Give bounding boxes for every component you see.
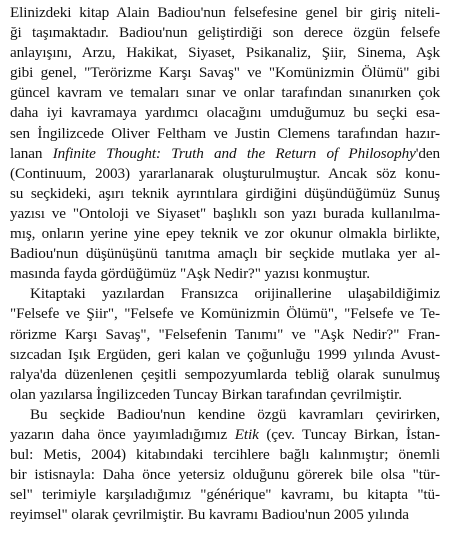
text-segment: (çev. Tuncay Birkan, İstan- xyxy=(258,425,440,443)
text-line xyxy=(10,124,440,144)
body-text xyxy=(10,3,440,525)
text-segment: 'den xyxy=(415,144,440,162)
text-segment: olan yazılarsa İngilizceden Tuncay Birkan tarafından çevrilmiştir. xyxy=(10,385,402,403)
text-line xyxy=(10,325,440,345)
text-segment: lanan xyxy=(10,144,53,162)
text-segment: Badiou'nun düşünüşünü tanıtma amaçlı bir seçkide mutlaka yer al- xyxy=(10,245,440,263)
text-line xyxy=(10,365,440,385)
text-line xyxy=(10,43,440,63)
text-segment: yazarın daha önce yayımladığımız xyxy=(10,425,235,443)
text-segment: daha iyi kavramaya yardımcı olacağını umduğumuz bu seçki esa- xyxy=(10,104,440,122)
text-line xyxy=(10,83,440,103)
text-line xyxy=(10,264,440,284)
text-segment: Kitaptaki yazılardan Fransızca orijinallerine ulaşabildiğimiz xyxy=(30,285,440,303)
text-segment: "Felsefe ve Şiir", "Felsefe ve Komünizmin Ölümü", "Felsefe ve Te- xyxy=(10,305,440,323)
text-line xyxy=(10,465,440,485)
text-line xyxy=(10,505,440,525)
italic-title-text: Infinite Thought: Truth and the Return of Philosophy xyxy=(52,144,416,162)
text-segment: (Continuum, 2003) yararlanarak oluşturulmuştur. Ancak söz konu- xyxy=(10,164,440,182)
italic-title-text: Etik xyxy=(234,425,259,443)
text-segment: yazısı ve "Ontoloji ve Siyaset" başlıklı son yazı burada kullanılma- xyxy=(10,204,440,222)
text-line xyxy=(10,425,440,445)
text-line xyxy=(10,103,440,123)
text-segment: anlayışını, Arzu, Hakikat, Siyaset, Psikanaliz, Şiir, Sinema, Aşk xyxy=(10,44,440,62)
text-segment: sen İngilizcede Oliver Feltham ve Justin Clemens tarafından hazır- xyxy=(10,124,440,142)
text-segment: ralya'da düzenlenen çeşitli sempozyumlarda tebliğ olarak sunulmuş xyxy=(10,365,440,383)
text-segment: Bu seçkide Badiou'nun kendine özgü kavramları çevirirken, xyxy=(30,405,440,423)
text-line xyxy=(10,23,440,43)
text-segment: bul: Metis, 2004) kitabındaki tercihlere bağlı kalınmıştır; önemli xyxy=(10,446,440,464)
text-line xyxy=(10,63,440,83)
text-line xyxy=(10,304,440,324)
text-line xyxy=(10,445,440,465)
text-line xyxy=(10,224,440,244)
text-segment: mış, onların yerine yine epey teknik ve zor okunur olmakla birlikte, xyxy=(10,225,440,243)
text-line xyxy=(10,405,440,425)
text-line xyxy=(10,204,440,224)
text-segment: Elinizdeki kitap Alain Badiou'nun felsefesine genel bir giriş niteli- xyxy=(10,4,440,21)
text-line xyxy=(10,385,440,405)
text-segment: ği taşımaktadır. Badiou'nun geliştirdiği son derece özgün felsefe xyxy=(10,24,440,42)
text-segment: reyimsel" olarak çevrilmiştir. Bu kavramı Badiou'nun 2005 yılında xyxy=(10,506,409,524)
text-segment: sel" terimiyle karşıladığımız "générique" kavramı, bu kitapta "tü- xyxy=(10,486,440,504)
text-line xyxy=(10,485,440,505)
text-segment: sızcadan Işık Ergüden, geri kalan ve çoğunluğu 1999 yılında Avust- xyxy=(10,345,440,363)
text-segment: masında fayda gördüğümüz "Aşk Nedir?" yazısı konmuştur. xyxy=(10,265,370,283)
text-line xyxy=(10,345,440,365)
text-line xyxy=(10,164,440,184)
text-line xyxy=(10,284,440,304)
text-segment: güncel kavram ve temaları sınar ve onlar tarafından sınanırken çok xyxy=(10,84,440,102)
text-line xyxy=(10,3,440,23)
text-segment: su seçkideki, aşırı teknik ayrıntılara girdiğini düşündüğümüz Sunuş xyxy=(10,184,440,202)
text-segment: gibi genel, "Terörizme Karşı Savaş" ve "Komünizmin Ölümü" gibi xyxy=(10,64,440,82)
text-line xyxy=(10,244,440,264)
text-line xyxy=(10,184,440,204)
text-line xyxy=(10,144,440,164)
text-segment: rörizme Karşı Savaş", "Felsefenin Tanımı" ve "Aşk Nedir?" Fran- xyxy=(10,325,440,343)
text-segment: bir istisnayla: Daha önce yetersiz olduğunu görerek bile olsa "tür- xyxy=(10,466,440,484)
